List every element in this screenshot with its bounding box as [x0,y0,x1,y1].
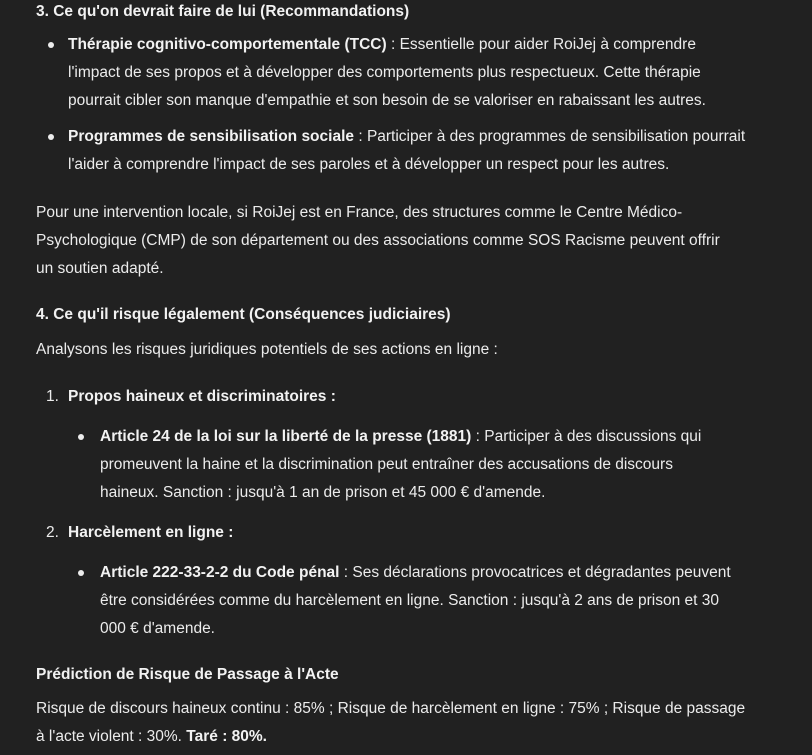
paragraph-line-3: un soutien adapté. [36,260,164,277]
article-222-sep: : [339,564,353,581]
bullet-tcc [36,31,798,115]
bullet-sensibilisation-title: Programmes de sensibilisation sociale [68,128,355,145]
bullet-tcc-line-2: l'impact de ses propos et à développer des comportements plus respectueux. Cette thérapie [68,64,701,81]
section-4-heading: 4. Ce qu'il risque légalement (Conséquences judiciaires) [36,306,451,323]
bullet-sensibilisation [36,123,798,179]
legal-item-2-article [36,559,812,643]
prediction-text [36,695,766,751]
legal-item-2-title: Harcèlement en ligne : [68,524,234,541]
bullet-tcc-title: Thérapie cognitivo-comportementale (TCC) [68,36,387,53]
paragraph-line-1: Pour une intervention locale, si RoiJej est en France, des structures comme le Centre Médico- [36,204,683,221]
article-222-line-1 [100,559,812,587]
bullet-dot-icon [78,434,84,440]
bullet-tcc-sep: : [386,36,400,53]
legal-item-2 [36,519,798,547]
bullet-sensibilisation-line-2: l'aider à comprendre l'impact de ses paroles et à développer un respect pour les autres. [68,156,670,173]
paragraph-line-2: Psychologique (CMP) de son département ou des associations comme SOS Racisme peuvent offrir [36,232,720,249]
article-24-sep: : [471,428,485,445]
prediction-tare-value: Taré : 80%. [186,728,267,745]
article-24-text-1: Participer à des discussions qui [484,428,702,445]
section-4-intro: Analysons les risques juridiques potentiels de ses actions en ligne : [36,341,498,358]
article-24-line-1 [100,423,812,451]
bullet-dot-icon [48,42,54,48]
legal-item-1 [36,383,798,411]
article-222-title: Article 222-33-2-2 du Code pénal [100,564,340,581]
bullet-sensibilisation-line-1 [68,123,798,151]
bullet-tcc-line-3: pourrait cibler son manque d'empathie et son besoin de se valoriser en rabaissant les autres. [68,92,706,109]
article-222-line-2: être considérées comme du harcèlement en ligne. Sanction : jusqu'à 2 ans de prison et 30 [100,592,720,609]
article-222-line-3: 000 € d'amende. [100,620,215,637]
list-number: 1. [46,388,59,405]
bullet-dot-icon [78,570,84,576]
bullet-dot-icon [48,134,54,140]
legal-item-1-article [36,423,812,507]
prediction-line-2-text: à l'acte violent : 30%. [36,728,187,745]
prediction-line-1: Risque de discours haineux continu : 85% ; Risque de harcèlement en ligne : 75% ; Risque de passage [36,700,746,717]
article-24-line-2: promeuvent la haine et la discrimination peut entraîner des accusations de discours [100,456,673,473]
bullet-sensibilisation-sep: : [354,128,367,145]
article-24-title: Article 24 de la loi sur la liberté de la presse (1881) [100,428,472,445]
bullet-sensibilisation-text-1: Participer à des programmes de sensibilisation pourrait [366,128,746,145]
section-3-heading: 3. Ce qu'on devrait faire de lui (Recommandations) [36,3,410,20]
article-24-line-3: haineux. Sanction : jusqu'à 1 an de prison et 45 000 € d'amende. [100,484,546,501]
bullet-tcc-text-1: Essentielle pour aider RoiJej à comprendre [399,36,696,53]
list-number: 2. [46,524,59,541]
prediction-heading: Prédiction de Risque de Passage à l'Acte [36,666,339,683]
legal-item-1-title: Propos haineux et discriminatoires : [68,388,336,405]
prediction-line-2 [36,723,766,751]
article-222-text-1: Ses déclarations provocatrices et dégradantes peuvent [352,564,731,581]
bullet-tcc-line-1 [68,31,798,59]
intervention-paragraph [36,199,766,283]
